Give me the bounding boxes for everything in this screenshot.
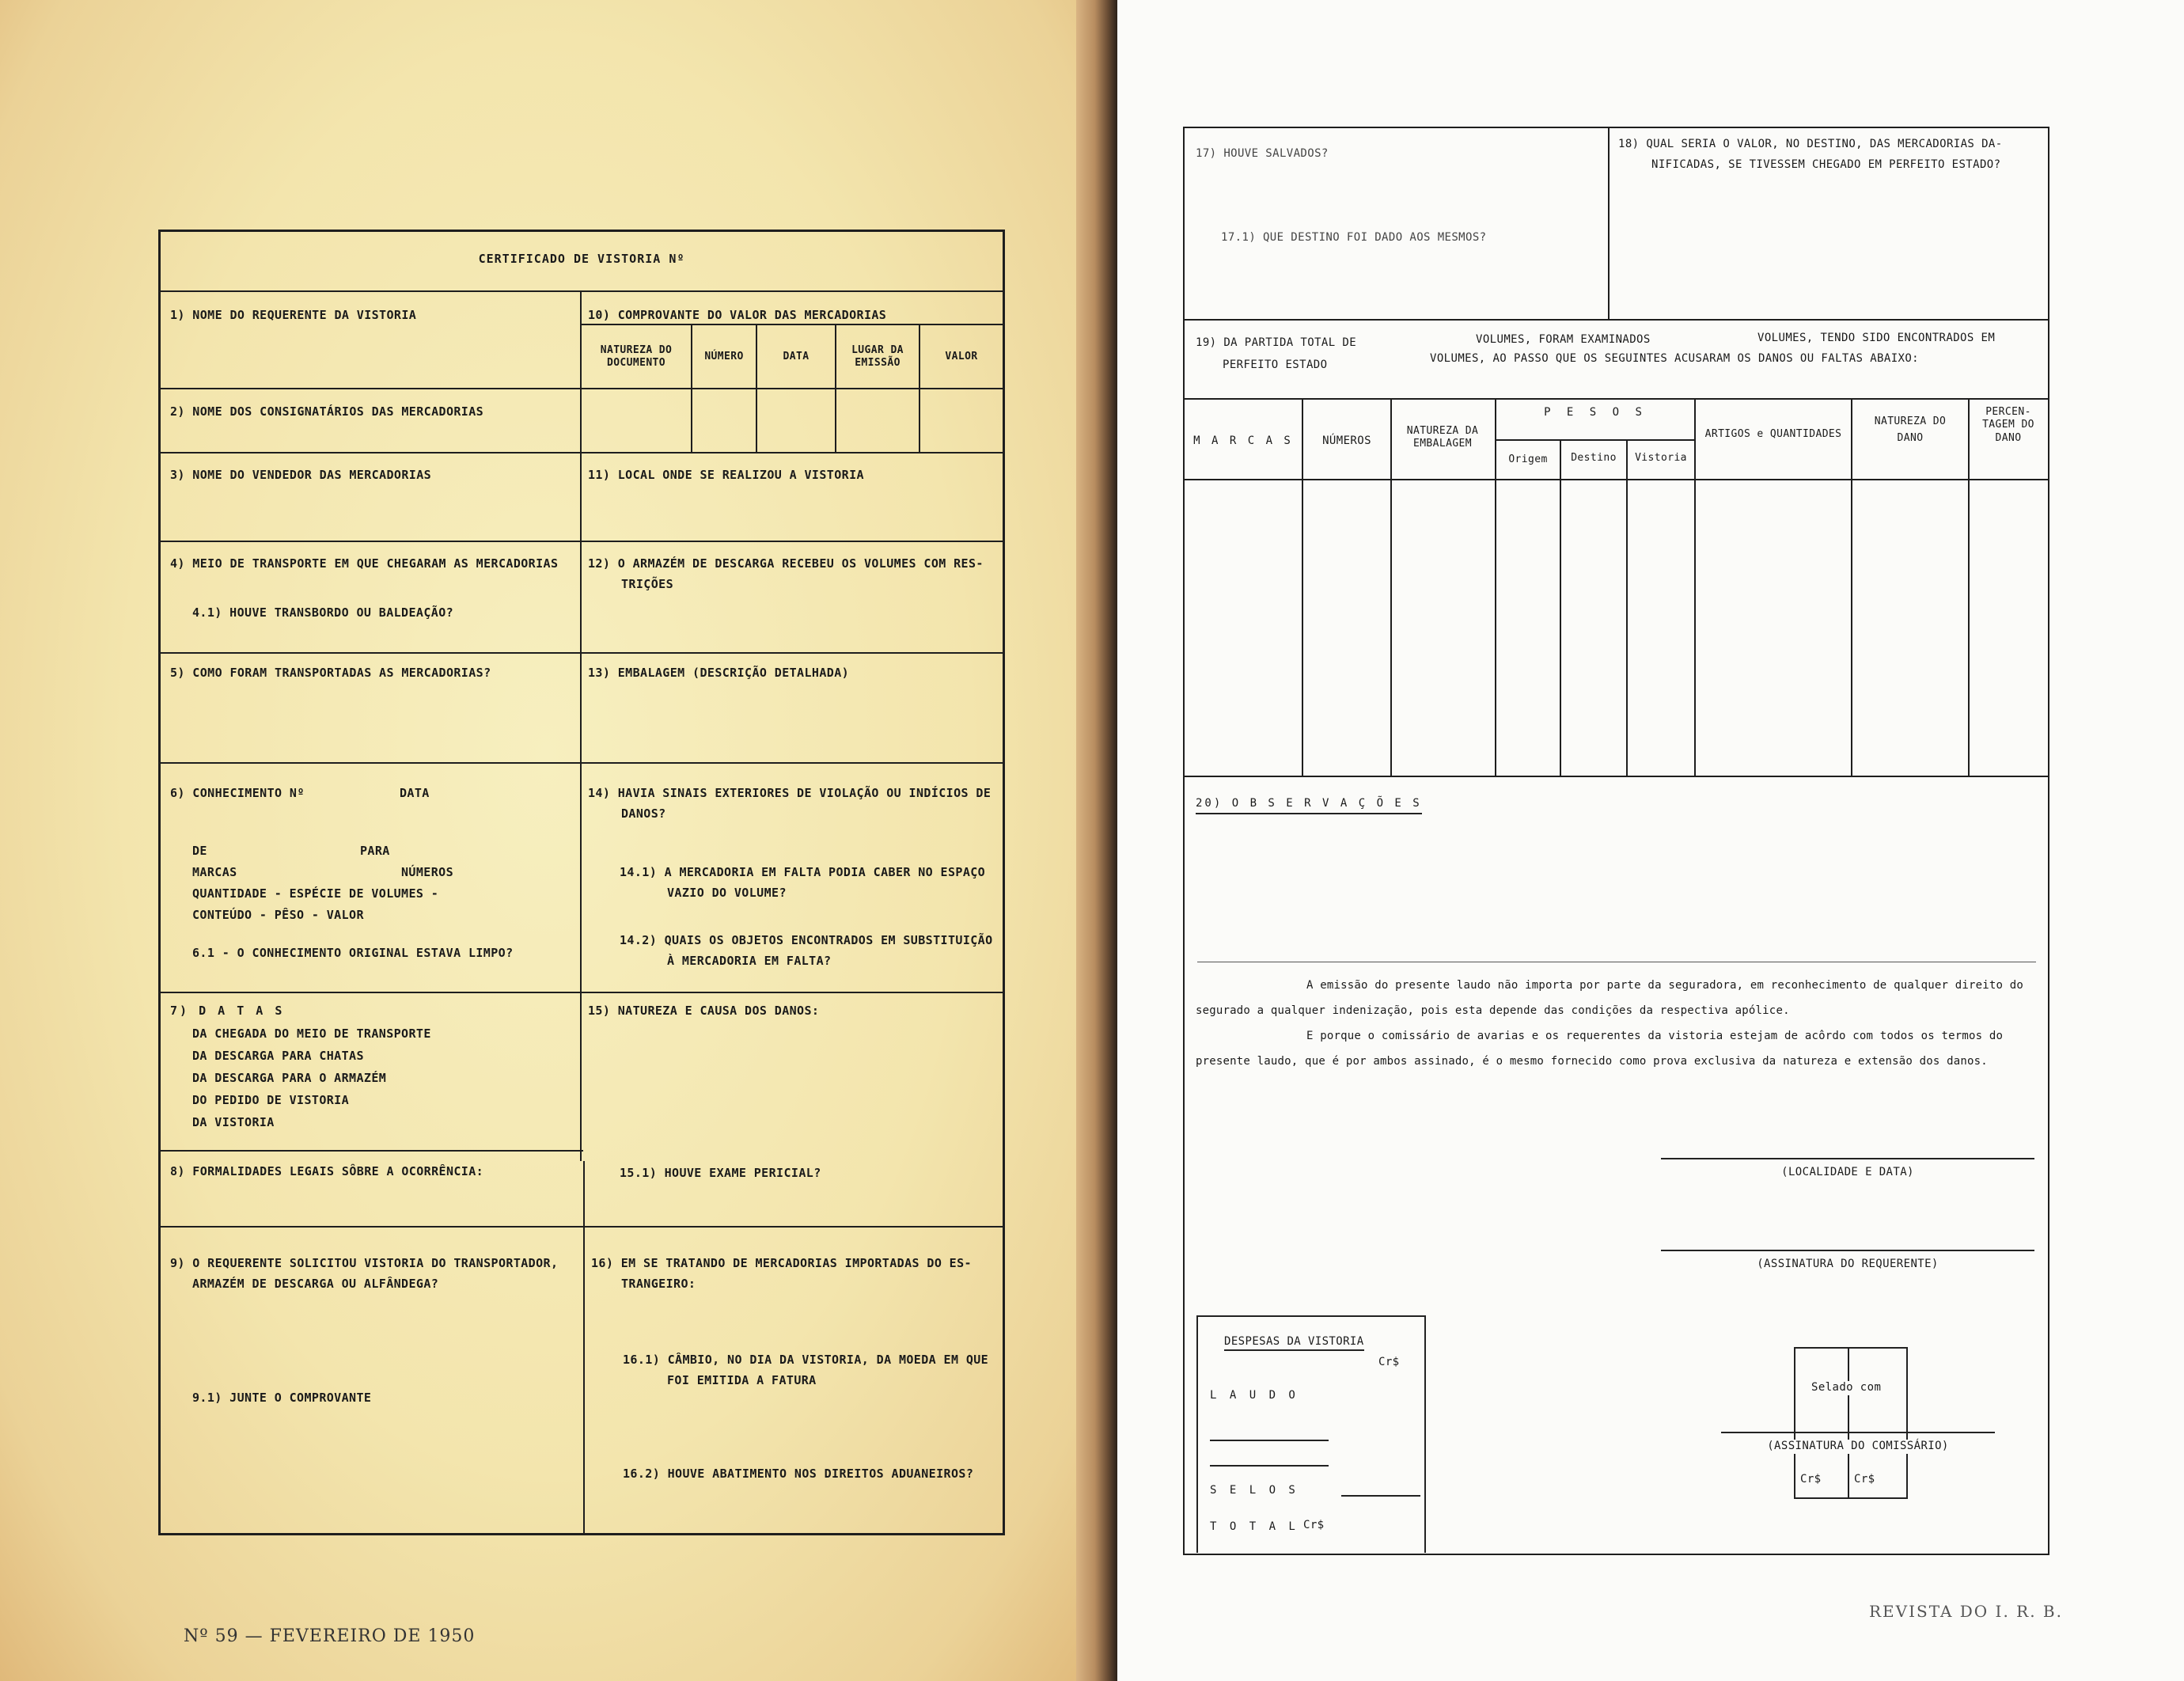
certificate-form <box>158 230 1005 1535</box>
q12-cont: TRIÇÕES <box>621 577 674 591</box>
assinatura-comissario-label: (ASSINATURA DO COMISSÁRIO) <box>1721 1440 1995 1454</box>
q7-line-5: DA VISTORIA <box>192 1115 275 1129</box>
assinatura-requerente-label: (ASSINATURA DO REQUERENTE) <box>1757 1258 1939 1270</box>
q3-label: 3) NOME DO VENDEDOR DAS MERCADORIAS <box>170 468 432 482</box>
salvados-section <box>1183 127 2049 321</box>
q7-line-3: DA DESCARGA PARA O ARMAZÉM <box>192 1071 387 1085</box>
despesas-box <box>1196 1315 1426 1553</box>
q15-1-label: 15.1) HOUVE EXAME PERICIAL? <box>620 1166 821 1180</box>
q18-cont: NIFICADAS, SE TIVESSEM CHEGADO EM PERFEITO ESTADO? <box>1651 158 2001 171</box>
q14-label: 14) HAVIA SINAIS EXTERIORES DE VIOLAÇÃO OU INDÍCIOS DE <box>588 786 992 800</box>
col-natureza-embalagem: NATUREZA DA EMBALAGEM <box>1406 425 1479 450</box>
book-gutter <box>1076 0 1117 1681</box>
q6-data: DATA <box>400 786 430 800</box>
q9-cont: ARMAZÉM DE DESCARGA OU ALFÂNDEGA? <box>192 1277 439 1291</box>
q14-1-cont: VAZIO DO VOLUME? <box>667 886 787 900</box>
q6-de: DE <box>192 844 207 858</box>
q10-col-natureza: NATUREZA DO DOCUMENTO <box>600 344 673 370</box>
q14-2-label: 14.2) QUAIS OS OBJETOS ENCONTRADOS EM SUBSTITUIÇÃO <box>620 933 993 947</box>
localidade-data-label: (LOCALIDADE E DATA) <box>1781 1166 1914 1178</box>
despesas-currency: Cr$ <box>1378 1356 1400 1368</box>
q10-col-data: DATA <box>783 351 810 362</box>
col-percentagem: PERCEN-TAGEM DO DANO <box>1982 406 2034 444</box>
q10-label: 10) COMPROVANTE DO VALOR DAS MERCADORIAS <box>588 308 887 322</box>
despesas-label: DESPESAS DA VISTORIA <box>1224 1335 1364 1351</box>
q4-label: 4) MEIO DE TRANSPORTE EM QUE CHEGARAM AS MERCADORIAS <box>170 556 559 571</box>
q6-conteudo: CONTEÚDO - PÊSO - VALOR <box>192 908 364 922</box>
col-destino: Destino <box>1571 452 1617 464</box>
q9-1-label: 9.1) JUNTE O COMPROVANTE <box>192 1391 372 1405</box>
q9-label: 9) O REQUERENTE SOLICITOU VISTORIA DO TRANSPORTADOR, <box>170 1256 559 1270</box>
q7-label: 7) D A T A S <box>170 1004 285 1018</box>
q19-volumes-examined: VOLUMES, FORAM EXAMINADOS <box>1476 333 1651 346</box>
right-footer: REVISTA DO I. R. B. <box>1869 1602 2063 1621</box>
selo-currency-b: Cr$ <box>1854 1473 1875 1486</box>
q4-1-label: 4.1) HOUVE TRANSBORDO OU BALDEAÇÃO? <box>192 605 454 620</box>
q14-2-cont: À MERCADORIA EM FALTA? <box>667 954 832 968</box>
selo-currency-a: Cr$ <box>1800 1473 1822 1486</box>
laudo-label: L A U D O <box>1210 1389 1299 1402</box>
q6-marcas: MARCAS <box>192 865 237 879</box>
q7-line-2: DA DESCARGA PARA CHATAS <box>192 1049 364 1063</box>
form-title: CERTIFICADO DE VISTORIA Nº <box>478 252 685 266</box>
q11-label: 11) LOCAL ONDE SE REALIZOU A VISTORIA <box>588 468 864 482</box>
q17-1-label: 17.1) QUE DESTINO FOI DADO AOS MESMOS? <box>1221 231 1487 244</box>
q2-label: 2) NOME DOS CONSIGNATÁRIOS DAS MERCADORIAS <box>170 404 484 419</box>
q18-label: 18) QUAL SERIA O VALOR, NO DESTINO, DAS MERCADORIAS DA- <box>1618 138 2003 150</box>
q19-volumes-found: VOLUMES, TENDO SIDO ENCONTRADOS EM <box>1757 332 1996 344</box>
q14-cont: DANOS? <box>621 806 666 821</box>
legal-paragraph-1: A emissão do presente laudo não importa por parte da seguradora, em reconhecimento de qualquer direito do segurado a qualquer indenização, pois esta depende das condições da respectiva apólice. <box>1196 979 2024 1017</box>
selado-com-label: Selado com <box>1808 1381 1884 1395</box>
col-vistoria: Vistoria <box>1635 452 1687 464</box>
q14-1-label: 14.1) A MERCADORIA EM FALTA PODIA CABER NO ESPAÇO <box>620 865 986 879</box>
damage-report-section <box>1183 321 2049 1555</box>
col-numeros: NÚMEROS <box>1322 434 1371 447</box>
q1-label: 1) NOME DO REQUERENTE DA VISTORIA <box>170 308 417 322</box>
q20-label: 20) O B S E R V A Ç Õ E S <box>1196 797 1422 814</box>
q6-numeros: NÚMEROS <box>401 865 454 879</box>
q16-cont: TRANGEIRO: <box>621 1277 696 1291</box>
q7-line-4: DO PEDIDO DE VISTORIA <box>192 1093 350 1107</box>
q12-label: 12) O ARMAZÉM DE DESCARGA RECEBEU OS VOLUMES COM RES- <box>588 556 984 571</box>
total-label: T O T A L <box>1210 1520 1299 1533</box>
col-artigos: ARTIGOS e QUANTIDADES <box>1704 428 1842 440</box>
q6-para: PARA <box>360 844 390 858</box>
left-footer: Nº 59 — FEVEREIRO DE 1950 <box>184 1626 476 1646</box>
selos-label: S E L O S <box>1210 1484 1299 1497</box>
q6-quantidade: QUANTIDADE - ESPÉCIE DE VOLUMES - <box>192 886 439 901</box>
q5-label: 5) COMO FORAM TRANSPORTADAS AS MERCADORIAS? <box>170 666 491 680</box>
col-pesos: P E S O S <box>1544 406 1647 419</box>
q10-col-numero: NÚMERO <box>704 351 744 362</box>
q8-label: 8) FORMALIDADES LEGAIS SÔBRE A OCORRÊNCIA: <box>170 1164 484 1178</box>
q17-label: 17) HOUVE SALVADOS? <box>1196 147 1329 160</box>
q7-line-1: DA CHEGADA DO MEIO DE TRANSPORTE <box>192 1026 431 1041</box>
q19-damaged: VOLUMES, AO PASSO QUE OS SEGUINTES ACUSARAM OS DANOS OU FALTAS ABAIXO: <box>1430 352 1920 365</box>
col-origem: Origem <box>1508 453 1548 465</box>
col-marcas: M A R C A S <box>1193 434 1293 447</box>
q6-1-label: 6.1 - O CONHECIMENTO ORIGINAL ESTAVA LIMPO? <box>192 946 514 960</box>
q10-col-valor: VALOR <box>945 351 978 362</box>
col-natureza-dano: NATUREZA DO DANO <box>1874 416 1947 444</box>
q10-col-lugar: LUGAR DA EMISSÃO <box>851 344 904 370</box>
total-currency: Cr$ <box>1303 1519 1325 1531</box>
q13-label: 13) EMBALAGEM (DESCRIÇÃO DETALHADA) <box>588 666 850 680</box>
q16-1-cont: FOI EMITIDA A FATURA <box>667 1373 817 1387</box>
q19-label: 19) DA PARTIDA TOTAL DE <box>1196 336 1357 349</box>
q16-label: 16) EM SE TRATANDO DE MERCADORIAS IMPORTADAS DO ES- <box>591 1256 972 1270</box>
legal-paragraph-2: E porque o comissário de avarias e os requerentes da vistoria estejam de acôrdo com todos os termos do presente laudo, que é por ambos assinado, é o mesmo fornecido como prova exclusiva da natureza e extensão dos danos. <box>1196 1030 2004 1068</box>
q15-label: 15) NATUREZA E CAUSA DOS DANOS: <box>588 1004 820 1018</box>
q19-perfeito: PERFEITO ESTADO <box>1223 359 1328 371</box>
q16-1-label: 16.1) CÂMBIO, NO DIA DA VISTORIA, DA MOEDA EM QUE <box>623 1353 989 1367</box>
q16-2-label: 16.2) HOUVE ABATIMENTO NOS DIREITOS ADUANEIROS? <box>623 1467 974 1481</box>
q6-label: 6) CONHECIMENTO Nº <box>170 786 305 800</box>
